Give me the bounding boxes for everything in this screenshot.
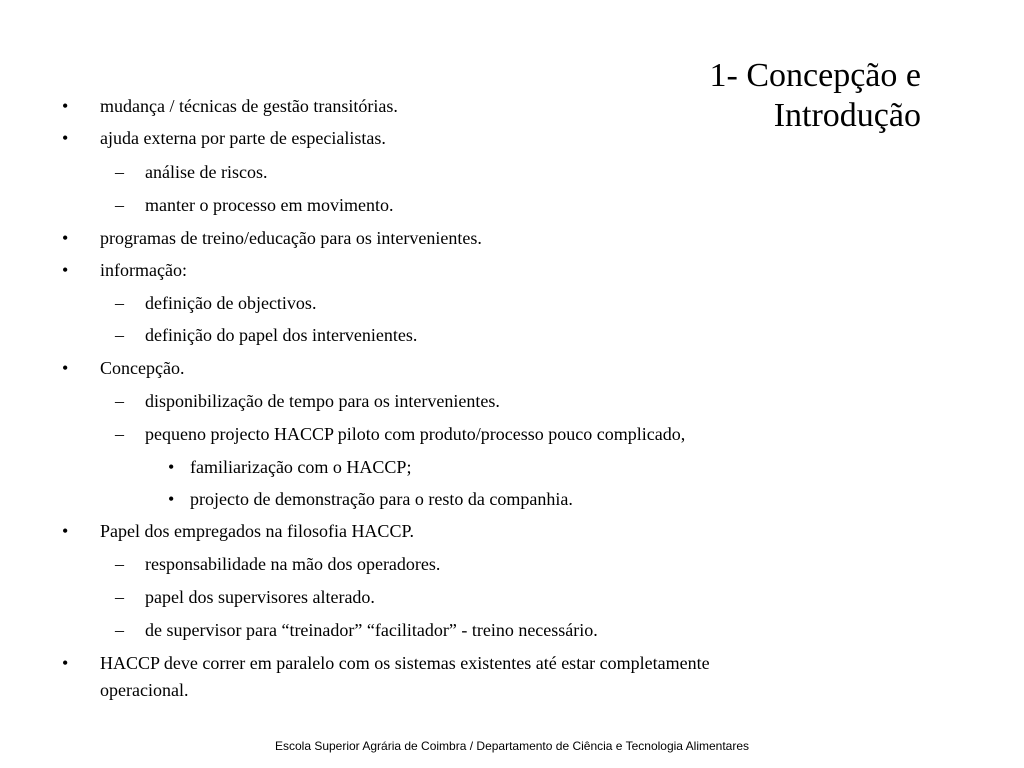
bullet-text: mudança / técnicas de gestão transitórias. — [100, 96, 398, 116]
bullet-text: pequeno projecto HACCP piloto com produto/processo pouco complicado, — [145, 424, 686, 444]
bullet-text: manter o processo em movimento. — [145, 195, 394, 215]
bullet-marker: • — [62, 260, 69, 280]
slide-footer — [0, 738, 1024, 754]
bullet-text: disponibilização de tempo para os intervenientes. — [145, 391, 500, 411]
dash-marker: – — [115, 325, 124, 345]
bullet-marker: • — [62, 653, 69, 673]
bullet-text: ajuda externa por parte de especialistas. — [100, 128, 386, 148]
dash-marker: – — [115, 424, 124, 444]
dash-marker: – — [115, 554, 124, 574]
title-line-1: 1- Concepção e — [709, 57, 921, 94]
bullet-text: Concepção. — [100, 358, 185, 378]
bullet-text: definição de objectivos. — [145, 293, 317, 313]
bullet-text: Papel dos empregados na filosofia HACCP. — [100, 521, 414, 541]
dash-marker: – — [115, 195, 124, 215]
bullet-text: definição do papel dos intervenientes. — [145, 325, 418, 345]
bullet-text: papel dos supervisores alterado. — [145, 587, 375, 607]
bullet-marker: • — [168, 489, 175, 509]
bullet-text: programas de treino/educação para os intervenientes. — [100, 228, 482, 248]
dash-marker: – — [115, 293, 124, 313]
bullet-marker: • — [62, 358, 69, 378]
bullet-text: de supervisor para “treinador” “facilitador” - treino necessário. — [145, 620, 598, 640]
dash-marker: – — [115, 162, 124, 182]
bullet-text: informação: — [100, 260, 187, 280]
dash-marker: – — [115, 620, 124, 640]
title-line-2: Introdução — [773, 97, 921, 134]
bullet-marker: • — [62, 128, 69, 148]
bullet-text: HACCP deve correr em paralelo com os sistemas existentes até estar completamente — [100, 653, 710, 673]
bullet-marker: • — [62, 96, 69, 116]
bullet-text: responsabilidade na mão dos operadores. — [145, 554, 441, 574]
bullet-text: projecto de demonstração para o resto da companhia. — [190, 489, 573, 509]
bullet-text: operacional. — [100, 680, 189, 700]
dash-marker: – — [115, 587, 124, 607]
dash-marker: – — [115, 391, 124, 411]
slide-title — [501, 56, 921, 136]
footer-text: Escola Superior Agrária de Coimbra / Departamento de Ciência e Tecnologia Alimentares — [274, 739, 750, 753]
bullet-marker: • — [168, 457, 175, 477]
bullet-marker: • — [62, 521, 69, 541]
bullet-marker: • — [62, 228, 69, 248]
bullet-text: familiarização com o HACCP; — [190, 457, 412, 477]
bullet-text: análise de riscos. — [145, 162, 268, 182]
